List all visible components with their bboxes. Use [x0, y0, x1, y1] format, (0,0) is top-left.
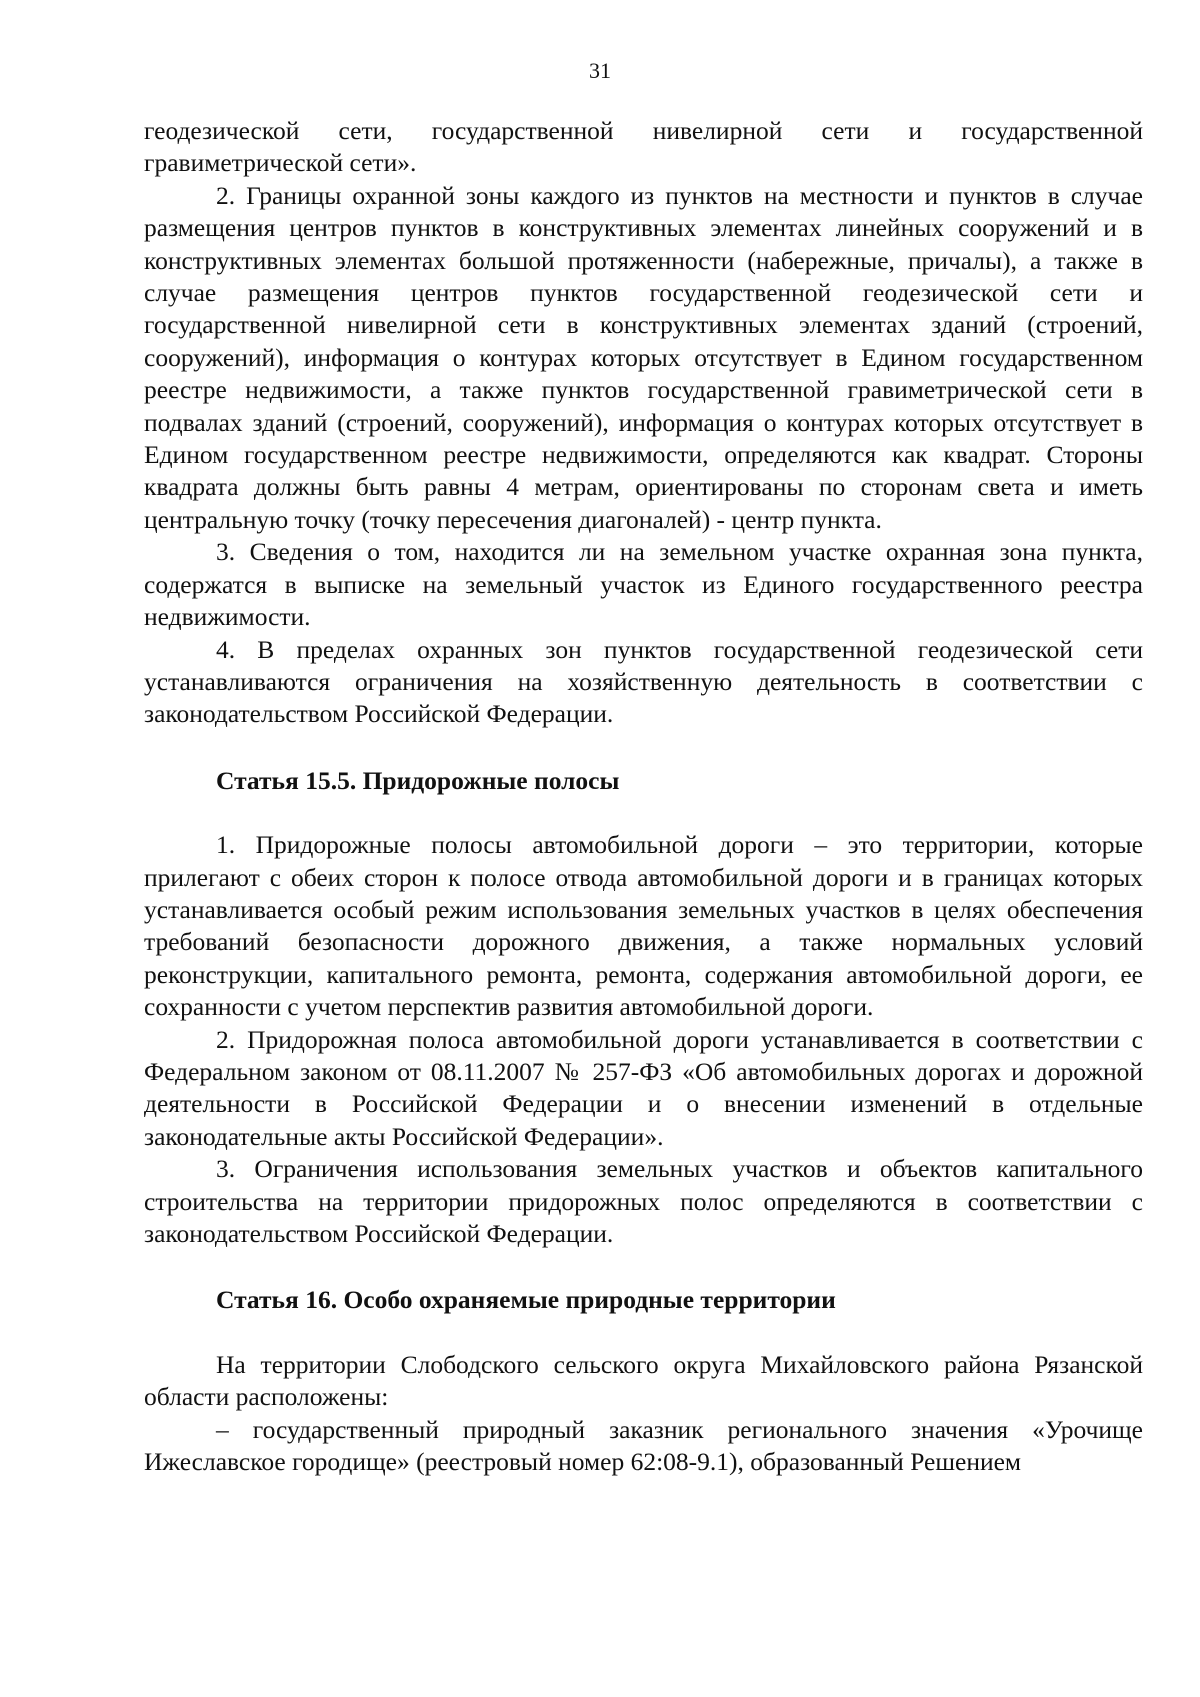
- paragraph-4: 4. В пределах охранных зон пунктов государственной геодезической сети устанавливаются ограничения на хозяйственную деятельность в соответствии с законодательством Российской Федерации.: [144, 634, 1143, 729]
- article-15-5-paragraph-1: 1. Придорожные полосы автомобильной дороги – это территории, которые прилегают с обеих сторон к полосе отвода автомобильной дороги и в границах которых устанавливается особый режим использования земельных участков в целях обеспечения требований безопасности дорожного движения, а также нормальных условий реконструкции, капитального ремонта, ремонта, содержания автомобильной дороги, ее сохранности с учетом перспектив развития автомобильной дороги.: [144, 830, 1143, 1022]
- article-16-paragraph-1: На территории Слободского сельского округа Михайловского района Рязанской области расположены:: [144, 1349, 1143, 1412]
- article-15-5-paragraph-3: 3. Ограничения использования земельных участков и объектов капитального строительства на территории придорожных полос определяются в соответствии с законодательством Российской Федерации.: [144, 1154, 1143, 1248]
- article-16-heading: Статья 16. Особо охраняемые природные территории: [216, 1285, 836, 1315]
- paragraph-3: 3. Сведения о том, находится ли на земельном участке охранная зона пункта, содержатся в выписке на земельный участок из Единого государственного реестра недвижимости.: [144, 537, 1143, 632]
- continued-paragraph: геодезической сети, государственной нивелирной сети и государственной гравиметрической сети».: [144, 116, 1143, 178]
- article-15-5-paragraph-2: 2. Придорожная полоса автомобильной дороги устанавливается в соответствии с Федеральном законом от 08.11.2007 № 257-ФЗ «Об автомобильных дорогах и дорожной деятельности в Российской Федерации и о внесении изменений в отдельные законодательные акты Российской Федерации».: [144, 1024, 1143, 1151]
- article-15-5-heading: Статья 15.5. Придорожные полосы: [216, 765, 620, 795]
- paragraph-2: 2. Границы охранной зоны каждого из пунктов на местности и пунктов в случае размещения центров пунктов в конструктивных элементах линейных сооружений и в конструктивных элементах большой протяженности (набережные, причалы), а также в случае размещения центров пунктов государственной геодезической сети и государственной нивелирной сети в конструктивных элементах зданий (строений, сооружений), информация о контурах которых отсутствует в Едином государственном реестре недвижимости, а также пунктов государственной гравиметрической сети в подвалах зданий (строений, сооружений), информация о контурах которых отсутствует в Едином государственном реестре недвижимости, определяются как квадрат. Стороны квадрата должны быть равны 4 метрам, ориентированы по сторонам света и иметь центральную точку (точку пересечения диагоналей) - центр пункта.: [144, 180, 1143, 534]
- document-body: [144, 115, 1143, 1478]
- article-16-paragraph-2: – государственный природный заказник регионального значения «Урочище Ижеславское городище» (реестровый номер 62:08-9.1), образованный Решением: [144, 1414, 1143, 1477]
- page-number: 31: [589, 58, 611, 83]
